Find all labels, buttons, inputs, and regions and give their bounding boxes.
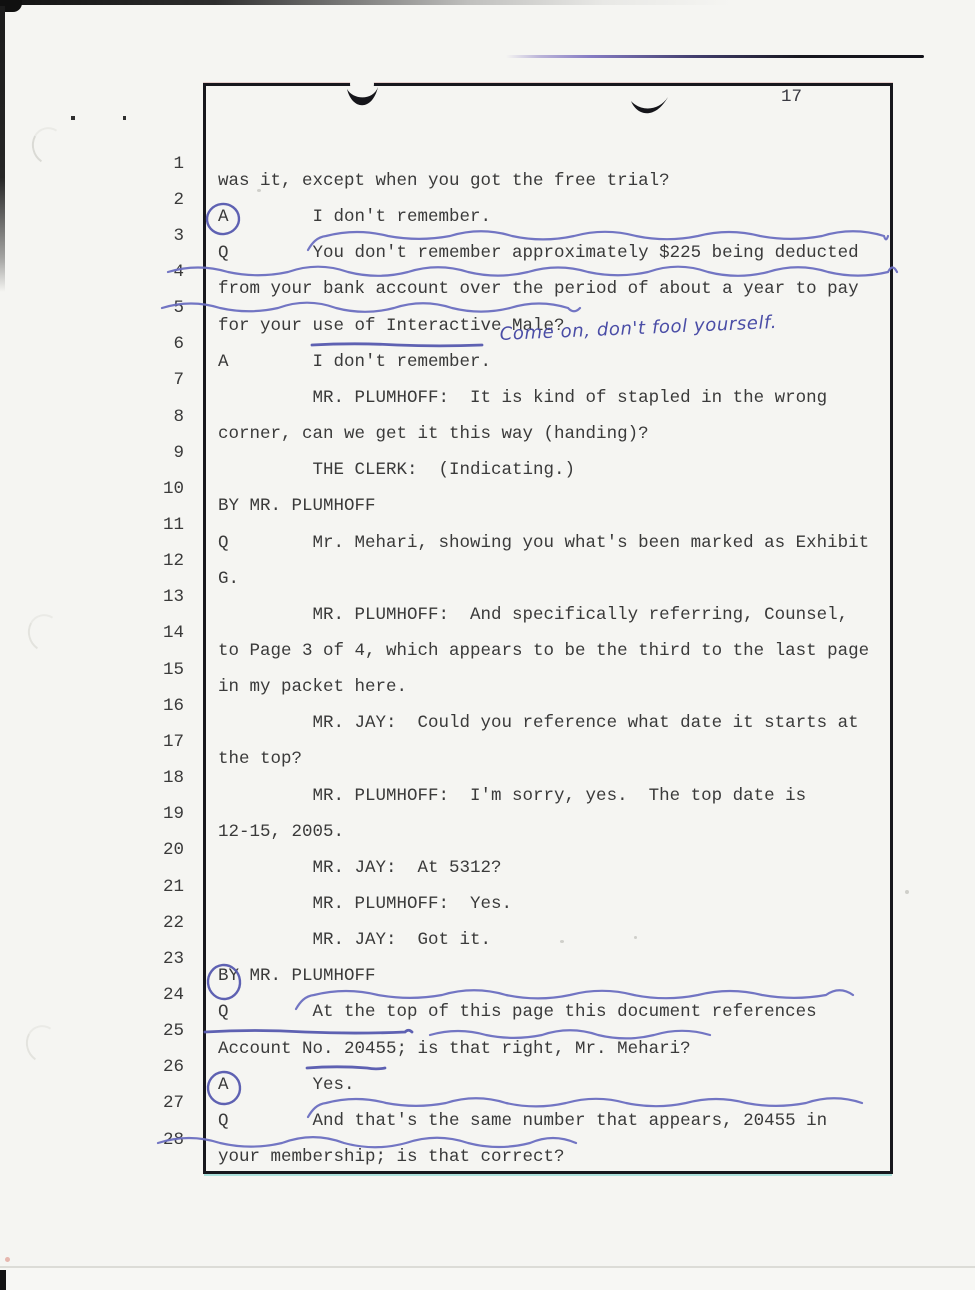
line-text: MR. PLUMHOFF: It is kind of stapled in the wrong <box>218 387 828 408</box>
line-number: 16 <box>162 695 184 716</box>
paper-speck <box>5 1257 10 1262</box>
line-number: 19 <box>162 804 184 825</box>
scan-edge-top <box>0 0 975 5</box>
transcript-line <box>0 138 670 191</box>
line-number: 20 <box>162 840 184 861</box>
line-text: A I don't remember. <box>218 207 492 228</box>
line-number: 8 <box>173 406 184 427</box>
line-number: 15 <box>162 659 184 680</box>
transcript-line <box>0 1042 355 1095</box>
line-text: MR. PLUMHOFF: I'm sorry, yes. The top date is <box>218 785 807 806</box>
header-rule-line <box>506 55 924 58</box>
line-text: Q At the top of this page this document references <box>218 1002 817 1023</box>
scan-corner-mark <box>0 1270 6 1290</box>
line-text: Account No. 20455; is that right, Mr. Mehari? <box>218 1038 691 1059</box>
line-text: BY MR. PLUMHOFF <box>218 496 376 517</box>
line-text: Q Mr. Mehari, showing you what's been marked as Exhibit <box>218 532 870 553</box>
line-number: 6 <box>173 334 184 355</box>
line-number: 2 <box>173 189 184 210</box>
line-number: 21 <box>162 876 184 897</box>
line-text: the top? <box>218 749 303 770</box>
transcript-line <box>0 463 376 517</box>
line-text: A I don't remember. <box>218 351 492 372</box>
line-text: your membership; is that correct? <box>218 1147 565 1168</box>
scanner-background-strip <box>0 1268 975 1290</box>
line-text: 12-15, 2005. <box>218 821 345 842</box>
line-text: MR. JAY: Could you reference what date it starts at <box>218 713 859 734</box>
transcript-line <box>0 716 303 770</box>
paper-speck <box>905 890 909 894</box>
line-text: from your bank account over the period of about a year to pay <box>218 279 859 300</box>
line-text: BY MR. PLUMHOFF <box>218 966 376 987</box>
page-number: 17 <box>781 87 803 107</box>
line-number: 22 <box>162 912 184 933</box>
line-text: MR. JAY: Got it. <box>218 930 492 951</box>
line-number: 11 <box>162 515 184 535</box>
line-number: 9 <box>173 442 184 463</box>
transcript-line <box>0 789 345 842</box>
line-number: 7 <box>173 370 184 391</box>
line-text: MR. PLUMHOFF: Yes. <box>218 894 513 914</box>
transcript-line <box>0 1114 565 1168</box>
line-number: 5 <box>173 298 184 319</box>
line-text: MR. PLUMHOFF: And specifically referring, Counsel, <box>218 604 849 625</box>
ink-dot <box>71 116 75 120</box>
line-number: 4 <box>173 261 184 282</box>
line-number: 27 <box>162 1093 184 1114</box>
line-text: Q You don't remember approximately $225 being deducted <box>218 243 859 264</box>
transcript-line <box>0 572 849 625</box>
line-text: MR. JAY: At 5312? <box>218 857 502 878</box>
line-number: 23 <box>162 948 184 969</box>
line-number: 1 <box>173 153 184 174</box>
line-number: 12 <box>162 551 184 572</box>
line-text: for your use of Interactive Male? <box>218 315 565 336</box>
line-number: 28 <box>162 1129 184 1150</box>
transcript-line <box>0 933 376 987</box>
line-text: A Yes. <box>218 1074 355 1095</box>
line-number: 14 <box>162 623 184 644</box>
line-text: THE CLERK: (Indicating.) <box>218 460 576 481</box>
transcript-line <box>0 536 240 589</box>
line-number: 26 <box>162 1057 184 1078</box>
line-number: 13 <box>162 587 184 608</box>
line-text: in my packet here. <box>218 677 408 698</box>
line-number: 17 <box>162 731 184 752</box>
line-number: 25 <box>162 1021 184 1042</box>
line-text: corner, can we get it this way (handing)? <box>218 424 649 445</box>
transcript-line <box>0 753 807 806</box>
line-number: 24 <box>162 984 184 1005</box>
line-text: was it, except when you got the free trial? <box>218 171 670 191</box>
line-number: 3 <box>173 225 184 246</box>
transcript-line <box>0 283 565 336</box>
line-number: 18 <box>162 768 184 789</box>
line-text: G. <box>218 568 240 589</box>
transcript-line <box>0 644 408 698</box>
line-text: to Page 3 of 4, which appears to be the third to the last page <box>218 640 870 661</box>
handwritten-note: Come on, don't fool yourself. <box>499 311 778 345</box>
line-text: Q And that's the same number that appears, 20455 in <box>218 1110 828 1131</box>
line-number: 10 <box>162 478 184 499</box>
ink-dot <box>123 116 126 120</box>
